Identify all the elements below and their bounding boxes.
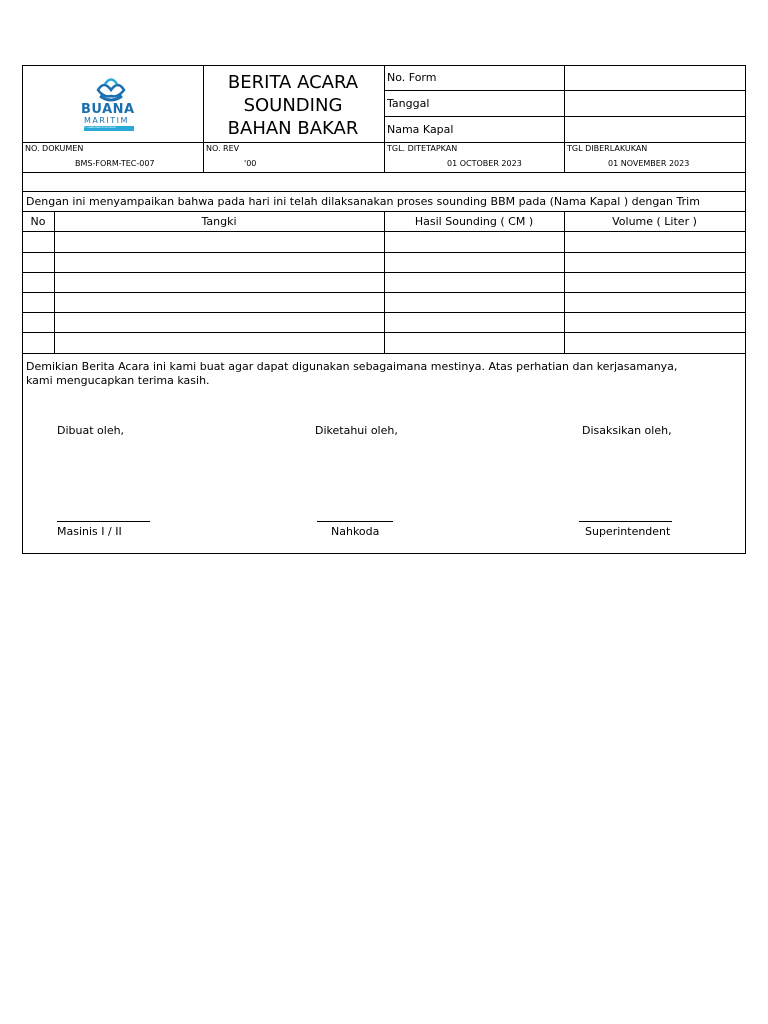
table-header-no: No	[30, 215, 46, 228]
doc-value-tgl-diberlakukan: 01 NOVEMBER 2023	[608, 159, 690, 168]
cell-hasil-sounding[interactable]	[384, 313, 564, 332]
intro-statement: Dengan ini menyampaikan bahwa pada hari ini telah dilaksanakan proses sounding BBM pada (Nama Kapal ) dengan Trim	[26, 195, 700, 208]
cell-volume[interactable]	[564, 253, 745, 272]
field-label-no-form: No. Form	[387, 71, 437, 84]
signature-heading-dibuat: Dibuat oleh,	[57, 424, 125, 437]
doc-label-no-rev: NO. REV	[206, 144, 240, 153]
field-label-nama-kapal: Nama Kapal	[387, 123, 454, 136]
table-row	[22, 232, 746, 252]
field-value-nama-kapal[interactable]	[568, 124, 743, 138]
doc-label-tgl-ditetapkan: TGL. DITETAPKAN	[387, 144, 458, 153]
cell-hasil-sounding[interactable]	[384, 273, 564, 292]
cell-volume[interactable]	[564, 333, 745, 353]
cell-volume[interactable]	[564, 293, 745, 312]
field-label-tanggal: Tanggal	[387, 97, 430, 110]
cell-no[interactable]	[22, 273, 54, 292]
cell-volume[interactable]	[564, 273, 745, 292]
doc-value-no-rev: '00	[244, 159, 257, 168]
doc-value-no-dokumen: BMS-FORM-TEC-007	[75, 159, 155, 168]
field-value-no-form[interactable]	[568, 72, 743, 86]
table-row	[22, 253, 746, 272]
table-row	[22, 293, 746, 312]
doc-value-tgl-ditetapkan: 01 OCTOBER 2023	[447, 159, 522, 168]
cell-volume[interactable]	[564, 313, 745, 332]
cell-no[interactable]	[22, 293, 54, 312]
cell-volume[interactable]	[564, 232, 745, 252]
form-title-line2: SOUNDING	[243, 95, 343, 116]
table-row	[22, 273, 746, 292]
table-header-volume: Volume ( Liter )	[612, 215, 697, 228]
field-value-tanggal[interactable]	[568, 98, 743, 112]
signature-heading-diketahui: Diketahui oleh,	[315, 424, 398, 437]
cell-no[interactable]	[22, 232, 54, 252]
cell-hasil-sounding[interactable]	[384, 232, 564, 252]
cell-tangki[interactable]	[54, 333, 384, 353]
cell-hasil-sounding[interactable]	[384, 253, 564, 272]
cell-tangki[interactable]	[54, 293, 384, 312]
cell-no[interactable]	[22, 313, 54, 332]
signature-role-superintendent: Superintendent	[585, 525, 671, 538]
cell-tangki[interactable]	[54, 313, 384, 332]
signature-line-superintendent[interactable]	[579, 521, 672, 522]
table-header-hasil-sounding: Hasil Sounding ( CM )	[414, 215, 534, 228]
logo-tagline-bar	[84, 126, 134, 131]
company-logo	[78, 76, 144, 136]
cell-hasil-sounding[interactable]	[384, 333, 564, 353]
form-title-line3: BAHAN BAKAR	[227, 118, 359, 139]
table-row	[22, 313, 746, 332]
cell-no[interactable]	[22, 253, 54, 272]
signature-role-masinis: Masinis I / II	[57, 525, 122, 538]
cell-tangki[interactable]	[54, 253, 384, 272]
doc-label-no-dokumen: NO. DOKUMEN	[25, 144, 84, 153]
signature-line-masinis[interactable]	[57, 521, 150, 522]
form-title-line1: BERITA ACARA	[227, 72, 359, 93]
signature-line-nahkoda[interactable]	[317, 521, 393, 522]
cell-tangki[interactable]	[54, 232, 384, 252]
signature-heading-disaksikan: Disaksikan oleh,	[582, 424, 672, 437]
cell-tangki[interactable]	[54, 273, 384, 292]
table-row	[22, 333, 746, 353]
logo-emblem-icon	[78, 76, 144, 104]
cell-hasil-sounding[interactable]	[384, 293, 564, 312]
table-header-tangki: Tangki	[201, 215, 237, 228]
doc-label-tgl-diberlakukan: TGL DIBERLAKUKAN	[567, 144, 648, 153]
logo-tagline: PT. BUANA MARITIM INDONESIA	[84, 127, 116, 129]
logo-subname: MARITIM	[84, 116, 129, 125]
cell-no[interactable]	[22, 333, 54, 353]
signature-role-nahkoda: Nahkoda	[331, 525, 380, 538]
closing-line1: Demikian Berita Acara ini kami buat agar dapat digunakan sebagaimana mestinya. Atas perhatian dan kerjasamanya,	[26, 360, 678, 373]
closing-line2: kami mengucapkan terima kasih.	[26, 374, 210, 387]
logo-name: BUANA	[81, 102, 135, 117]
